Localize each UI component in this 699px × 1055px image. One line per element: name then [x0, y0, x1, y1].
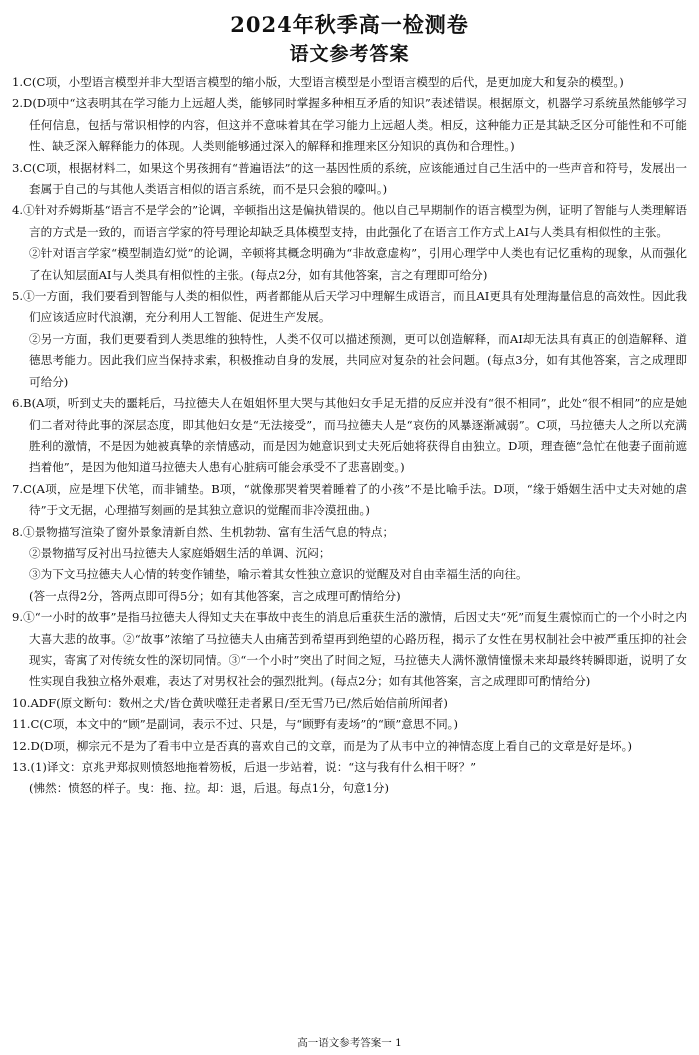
- answer-item: [12, 93, 687, 157]
- page-footer: 高一语文参考答案一 1: [297, 1037, 402, 1049]
- answer-subpoint: ②景物描写反衬出马拉德夫人家庭婚姻生活的单调、沉闷；: [29, 545, 331, 560]
- answer-text: 4.①针对乔姆斯基“语言不是学会的”论调，辛顿指出这是偏执错误的。他以自己早期制作的语言模型为例，证明了智能与人类理解语言的方式是一致的，而语言学家的符号理论却缺乏具体模型支持，由此强化了在语言工作方式上AI与人类具有相似性的主张。: [12, 203, 687, 239]
- answer-text: 9.①“一小时的故事”是指马拉德夫人得知丈夫在事故中丧生的消息后重获生活的激情，后因丈夫“死”而复生震惊而亡的一个小时之内大喜大悲的故事。②“故事”浓缩了马拉德夫人由痛苦到希望再到绝望的心路历程，揭示了女性在男权制社会中被严重压抑的社会现实，寄寓了对传统女性的深切同情。③“一个小时”突出了时间之短，马拉德夫人满怀激情憧憬未来却最终转瞬即逝，说明了女性实现自我独立格外艰难，表达了对男权社会的强烈批判。(每点2分；如有其他答案，言之成理即可酌情给分): [12, 610, 687, 689]
- answer-subpoint: (答一点得2分，答两点即可得5分；如有其他答案，言之成理可酌情给分): [29, 588, 401, 603]
- answer-text: 5.①一方面，我们要看到智能与人类的相似性，两者都能从后天学习中理解生成语言，而且AI更具有处理海量信息的高效性。因此我们应该适应时代浪潮，充分利用人工智能、促进生产发展。: [12, 289, 687, 325]
- answer-item: [12, 607, 687, 693]
- answer-text: 10.ADF(原文断句：数州之犬/皆仓黄吠噬狂走者累日/至无雪乃已/然后始信前所闻者): [12, 695, 448, 710]
- answer-text: 12.D(D项，柳宗元不是为了看韦中立是否真的喜欢自己的文章，而是为了从韦中立的神情态度上看自己的文章是好是坏。): [12, 738, 632, 753]
- answer-subpoint: ②针对语言学家“模型制造幻觉”的论调，辛顿将其概念明确为“非故意虚构”，引用心理学中人类也有记忆重构的现象，从而强化了在认知层面AI与人类具有相似性的主张。(每点2分，如有其他答案，言之有理即可给分): [29, 246, 687, 282]
- answer-item: [12, 757, 687, 800]
- page-title: 2024年秋季高一检测卷: [230, 12, 469, 37]
- answer-item: [12, 200, 687, 286]
- answer-text: 2.D(D项中“这表明其在学习能力上远超人类，能够同时掌握多种相互矛盾的知识”表述错误。根据原文，机器学习系统虽然能够学习任何信息，包括与常识相悖的内容，但这并不意味着其在学习能力上远超人类。相反，这种能力正是其缺乏区分可能性和不可能性、缺乏深入解释能力的体现。人类则能够通过深入的解释和推理来区分知识的真伪和合理性。): [12, 96, 687, 154]
- answer-item: [12, 714, 687, 735]
- answer-item: [12, 522, 687, 608]
- answer-item: [12, 158, 687, 201]
- answer-text: 3.C(C项，根据材料二，如果这个男孩拥有“普遍语法”的这一基因性质的系统，应该能通过自己生活中的一些声音和符号，发展出一套属于自己的与其他人类语言相似的语言系统，而不是只会狼的嚎叫。): [12, 160, 687, 197]
- answer-text: 6.B(A项，听到丈夫的噩耗后，马拉德夫人在姐姐怀里大哭与其他妇女手足无措的反应并没有“很不相同”，此处“很不相同”的应是她们二者对待此事的深层态度，即其他妇女是“无法接受”，而马拉德夫人是“哀伤的风暴逐渐减弱”。C项，马拉德夫人之所以充满胜利的激情，不是因为她被真挚的亲情感动，而是因为她意识到丈夫死后她将获得自由独立。D项，理查德“急忙在他妻子面前遮挡着他”，是因为他知道马拉德夫人患有心脏病可能会承受不了悲喜剧变。): [12, 396, 687, 475]
- page-subtitle: 语文参考答案: [289, 43, 410, 65]
- answer-text: 1.C(C项，小型语言模型并非大型语言模型的缩小版，大型语言模型是小型语言模型的后代，是更加庞大和复杂的模型。): [12, 75, 624, 89]
- answer-subpoint: ②另一方面，我们更要看到人类思维的独特性，人类不仅可以描述预测，更可以创造解释，而AI却无法具有真正的创造解释、道德思考能力。因此我们应当保持求索，积极推动自身的发展，共同应对复杂的社会问题。(每点3分，如有其他答案，言之成理即可给分): [29, 331, 687, 389]
- answer-item: [12, 286, 687, 393]
- answer-item: [12, 693, 687, 714]
- answer-text: 7.C(A项，应是埋下伏笔，而非铺垫。B项，“就像那哭着哭着睡着了的小孩”不是比喻手法。D项，“缘于婚姻生活中丈夫对她的虐待”于文无据，心理描写刻画的是其独立意识的觉醒而非冷漠扭曲。): [12, 481, 687, 518]
- answer-subpoint: ③为下文马拉德夫人心情的转变作铺垫，喻示着其女性独立意识的觉醒及对自由幸福生活的向往。: [29, 567, 528, 582]
- answer-item: [12, 479, 687, 522]
- answer-item: [12, 72, 687, 93]
- answer-text: 8.①景物描写渲染了窗外景象清新自然、生机勃勃、富有生活气息的特点；: [12, 524, 395, 539]
- answer-item: [12, 736, 687, 757]
- answer-text: 13.(1)译文：京兆尹郑叔则愤怒地拖着笏板，后退一步站着，说：“这与我有什么相干呀？”: [12, 760, 477, 774]
- answer-text: 11.C(C项，本文中的“顾”是副词，表示不过、只是，与“顾野有麦场”的“顾”意思不同。): [12, 717, 458, 732]
- answer-subpoint: (怫然：愤怒的样子。曳：拖、拉。却：退，后退。每点1分，句意1分): [29, 781, 390, 796]
- answer-item: [12, 393, 687, 479]
- answer-list: [12, 72, 687, 800]
